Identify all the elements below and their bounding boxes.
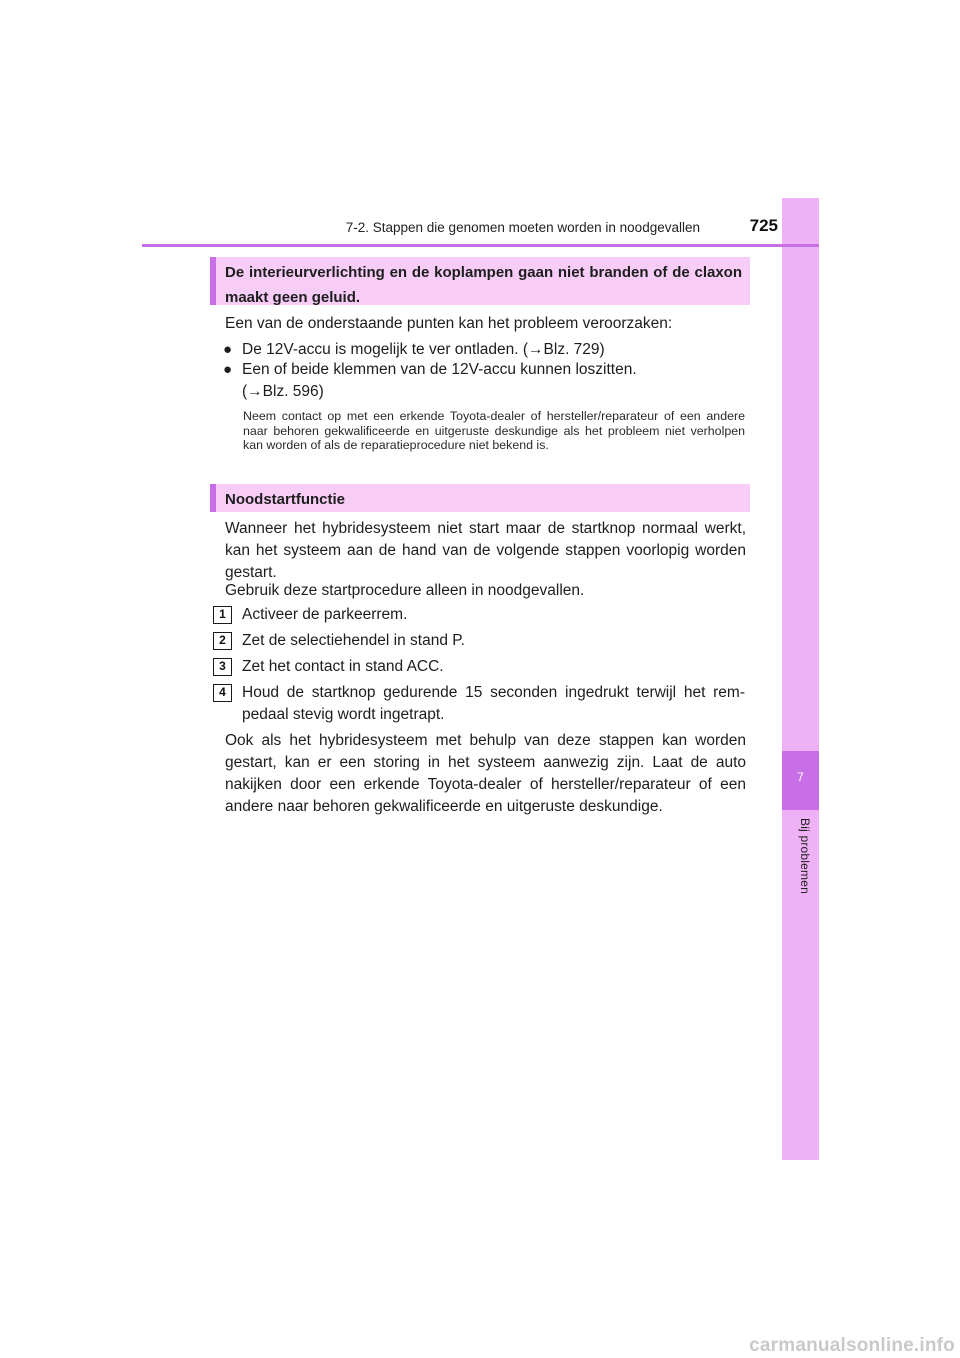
step-text: Zet de selectiehendel in stand P. (242, 632, 465, 649)
section-paragraph: Wanneer het hybridesysteem niet start maar de startknop normaal werkt, kan het systeem aan de hand van de volgende stappen voorlopig worden gestart. (225, 520, 746, 581)
step-number-badge: 3 (213, 658, 232, 676)
running-header: 7-2. Stappen die genomen moeten worden in noodgevallen (345, 220, 700, 235)
chapter-label: Bij problemen (798, 818, 812, 894)
watermark: carmanualsonline.info (749, 1335, 955, 1356)
step-number-badge: 4 (213, 684, 232, 702)
bullet-item: Een of beide klemmen van de 12V-accu kunnen loszitten. (242, 361, 637, 378)
header-divider (142, 244, 819, 247)
section-heading-emergency-start: Noodstartfunctie (210, 484, 750, 512)
section-paragraph: Ook als het hybridesysteem met behulp van deze stappen kan worden gestart, kan er een storing in het systeem aanwezig zijn. Laat de auto nakijken door een erkende Toyota-dealer of hersteller/reparateur of een andere naar behoren gekwalificeerde en uitgeruste deskundige. (225, 732, 746, 815)
bullet-icon: ● (223, 361, 233, 378)
section-paragraph: Gebruik deze startprocedure alleen in noodgevallen. (225, 582, 585, 599)
step-number-badge: 2 (213, 632, 232, 650)
page-reference: (→Blz. 596) (242, 383, 324, 400)
section-intro: Een van de onderstaande punten kan het probleem veroorzaken: (225, 315, 673, 332)
note-text: Neem contact op met een erkende Toyota-dealer of hersteller/reparateur of een andere naar behoren gekwalificeerde en uitgeruste deskundige als het probleem niet verholpen kan worden of als de reparatieprocedure niet bekend is. (243, 409, 745, 452)
section-heading-lighting: De interieurverlichting en de koplampen gaan niet branden of de claxon maakt geen geluid. (210, 257, 750, 305)
step-text: Zet het contact in stand ACC. (242, 658, 444, 675)
step-text: Activeer de parkeerrem. (242, 606, 408, 623)
chapter-number: 7 (797, 770, 804, 784)
chapter-side-tab (782, 198, 819, 1160)
bullet-item: De 12V-accu is mogelijk te ver ontladen. (→Blz. 729) (242, 341, 605, 358)
step-number-badge: 1 (213, 606, 232, 624)
page-number: 725 (749, 216, 778, 235)
step-text: Houd de startknop gedurende 15 seconden ingedrukt terwijl het rem-pedaal stevig wordt ingetrapt. (242, 684, 745, 723)
bullet-icon: ● (223, 341, 233, 358)
